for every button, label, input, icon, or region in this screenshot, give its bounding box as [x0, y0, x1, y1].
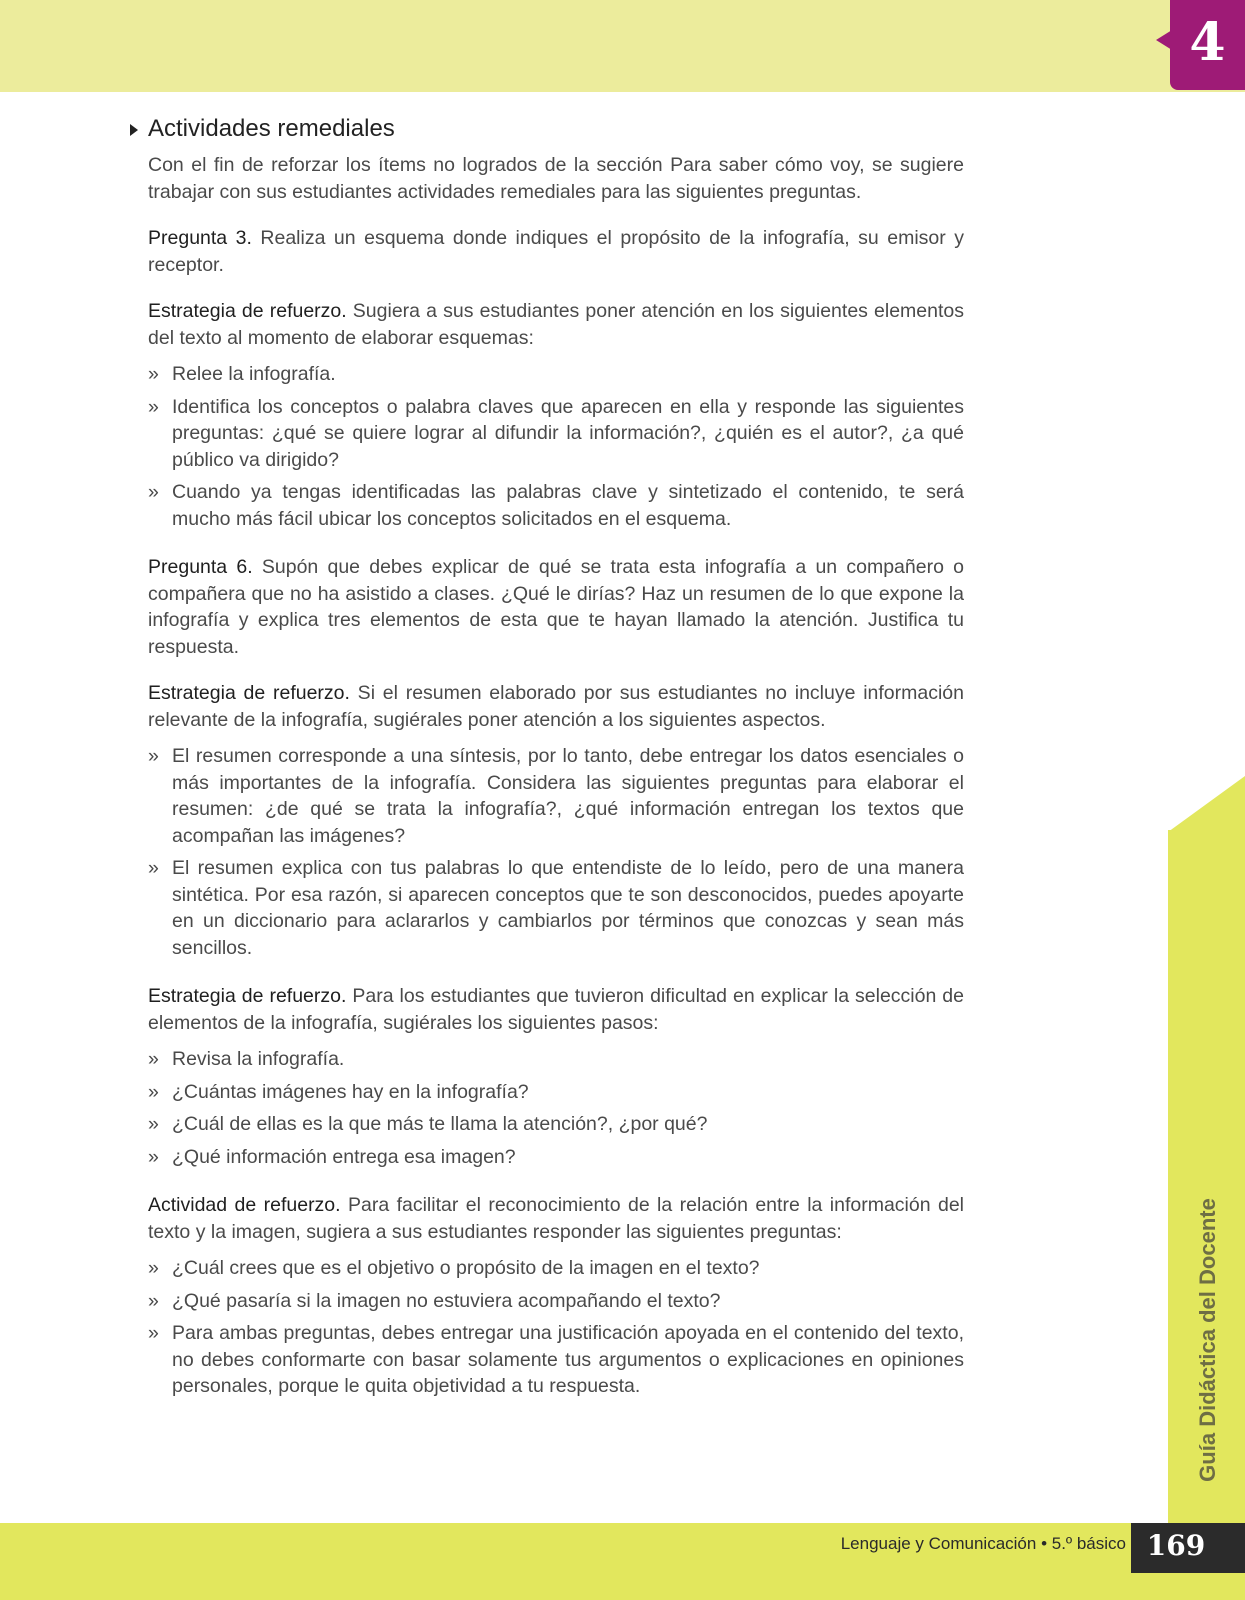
- chapter-number: 4: [1189, 12, 1226, 73]
- block-lead: Pregunta 3.: [148, 227, 252, 249]
- list-item: [148, 1255, 964, 1282]
- list-item: [148, 1288, 964, 1315]
- list-item: [148, 743, 964, 849]
- block-paragraph: [148, 983, 964, 1036]
- block-paragraph: [148, 298, 964, 351]
- block-text: Para los estudiantes que tuvieron dificultad en explicar la selección de elementos de la infografía, sugiérales los siguientes pasos:: [148, 985, 964, 1034]
- block-paragraph: [148, 1192, 964, 1245]
- list-item: [148, 855, 964, 961]
- list-item-text: Revisa la infografía.: [172, 1048, 345, 1070]
- page-number: 169: [1146, 1529, 1206, 1562]
- bullet-list: [148, 743, 964, 961]
- bullet-marker: »: [148, 481, 159, 503]
- block-lead: Estrategia de refuerzo.: [148, 985, 347, 1007]
- bullet-marker: »: [148, 395, 159, 418]
- block-paragraph: [148, 225, 964, 278]
- list-item-text: El resumen explica con tus palabras lo que entendiste de lo leído, pero de una manera sintética. Por esa razón, si aparecen conceptos que te son desconocidos, puedes apoyarte en un diccionario para aclararlos y cambiarlos por términos que conozcas y sean más sencillos.: [172, 857, 964, 959]
- list-item: [148, 394, 964, 474]
- list-item-text: El resumen corresponde a una síntesis, por lo tanto, debe entregar los datos esenciales o más importantes de la infografía. Considera las siguientes preguntas para elaborar el resumen: ¿de qué se trata la infografía?, ¿qué información entregan los textos que acompañan las imágenes?: [172, 745, 964, 847]
- list-item: [148, 1046, 964, 1073]
- block-text: Si el resumen elaborado por sus estudiantes no incluye información relevante de la infografía, sugiérales poner atención a los siguientes aspectos.: [148, 682, 964, 731]
- bullet-marker: »: [148, 1322, 159, 1344]
- list-item: [148, 1079, 964, 1106]
- intro-paragraph: Con el fin de reforzar los ítems no logrados de la sección Para saber cómo voy, se sugiere trabajar con sus estudiantes actividades remediales para las siguientes preguntas.: [148, 154, 964, 203]
- list-item-text: ¿Qué pasaría si la imagen no estuviera acompañando el texto?: [172, 1289, 721, 1312]
- list-item-text: ¿Cuántas imágenes hay en la infografía?: [172, 1080, 529, 1103]
- bullet-list: [148, 361, 964, 532]
- list-item-text: Cuando ya tengas identificadas las palabras clave y sintetizado el contenido, te será mucho más fácil ubicar los conceptos solicitados en el esquema.: [172, 481, 964, 530]
- list-item-text: Identifica los conceptos o palabra claves que aparecen en ella y responde las siguientes preguntas: ¿qué se quiere lograr al difundir la información?, ¿quién es el autor?, ¿a qué público va dirigido?: [172, 395, 964, 471]
- block-text: Realiza un esquema donde indiques el propósito de la infografía, su emisor y receptor.: [148, 227, 964, 276]
- bullet-marker: »: [148, 363, 159, 385]
- list-item-text: ¿Cuál crees que es el objetivo o propósito de la imagen en el texto?: [172, 1257, 760, 1279]
- main-content: [148, 114, 964, 1422]
- bullet-marker: »: [148, 1048, 159, 1070]
- block-lead: Estrategia de refuerzo.: [148, 682, 350, 704]
- activity-blocks: [148, 225, 964, 1400]
- block-text: Sugiera a sus estudiantes poner atención en los siguientes elementos del texto al momento de elaborar esquemas:: [148, 300, 965, 349]
- list-item-text: ¿Qué información entrega esa imagen?: [172, 1145, 516, 1168]
- list-item: [148, 1320, 964, 1400]
- section-title: Actividades remediales: [148, 115, 395, 142]
- list-item: [148, 361, 964, 388]
- list-item-text: Relee la infografía.: [172, 363, 336, 385]
- bullet-marker: »: [148, 1113, 159, 1135]
- list-item: [148, 1111, 964, 1138]
- block-lead: Actividad de refuerzo.: [148, 1194, 341, 1216]
- footer-subject: Lenguaje y Comunicación • 5.º básico: [840, 1534, 1126, 1553]
- section-heading: [148, 114, 964, 144]
- block-paragraph: [148, 554, 964, 660]
- block-lead: Pregunta 6.: [148, 556, 253, 578]
- side-title: Guía Didáctica del Docente: [1195, 1198, 1220, 1482]
- block-text: Para facilitar el reconocimiento de la relación entre la información del texto y la imagen, sugiera a sus estudiantes responder las siguientes preguntas:: [148, 1194, 964, 1243]
- bullet-list: [148, 1046, 964, 1170]
- bullet-marker: »: [148, 1080, 159, 1103]
- bullet-marker: »: [148, 1145, 159, 1168]
- block-paragraph: [148, 680, 964, 733]
- side-band-corner: [1168, 776, 1245, 832]
- list-item: [148, 479, 964, 532]
- block-lead: Estrategia de refuerzo.: [148, 300, 347, 322]
- list-item-text: Para ambas preguntas, debes entregar una justificación apoyada en el contenido del texto, no debes conformarte con basar solamente tus argumentos o explicaciones en opiniones personales, porque le quita objetividad a tu respuesta.: [172, 1322, 964, 1397]
- bullet-list: [148, 1255, 964, 1400]
- list-item: [148, 1144, 964, 1171]
- list-item-text: ¿Cuál de ellas es la que más te llama la atención?, ¿por qué?: [172, 1113, 708, 1135]
- bullet-marker: »: [148, 1289, 159, 1312]
- header-band: [0, 0, 1245, 92]
- bullet-marker: »: [148, 857, 159, 879]
- block-text: Supón que debes explicar de qué se trata esta infografía a un compañero o compañera que no ha asistido a clases. ¿Qué le dirías? Haz un resumen de lo que expone la infografía y explica tres elementos de esta que te hayan llamado la atención. Justifica tu respuesta.: [148, 556, 965, 658]
- triangle-bullet-icon: [130, 124, 138, 136]
- bullet-marker: »: [148, 745, 159, 767]
- bullet-marker: »: [148, 1257, 159, 1279]
